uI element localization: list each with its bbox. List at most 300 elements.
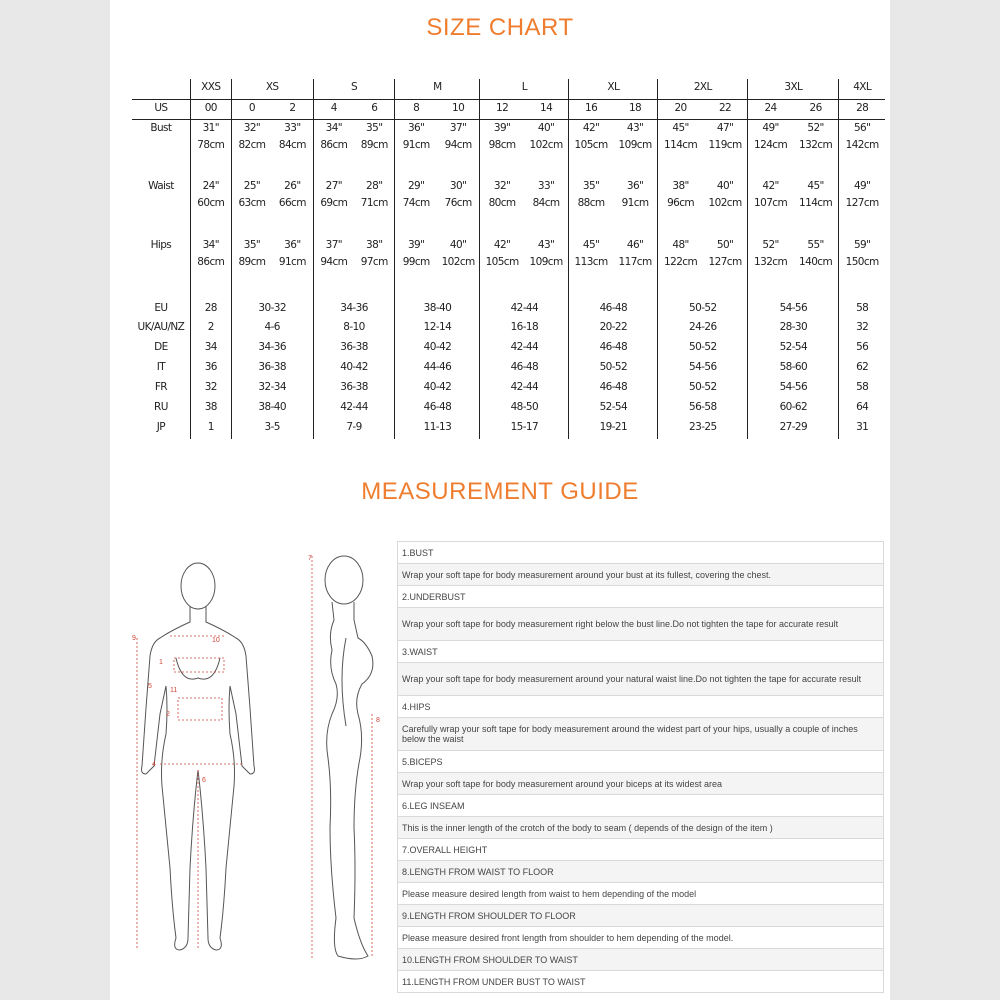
measurement-row-waist bbox=[132, 178, 885, 237]
region-row-uk-au-nz bbox=[132, 319, 885, 339]
region-size-cell: 36-38 bbox=[313, 339, 395, 359]
measurement-cell bbox=[524, 178, 569, 237]
size-name-s: S bbox=[313, 79, 395, 99]
region-size-cell: 60-62 bbox=[748, 399, 839, 419]
guide-heading: 4.HIPS bbox=[398, 696, 884, 718]
region-size-cell: 8-10 bbox=[313, 319, 395, 339]
region-size-cell: 40-42 bbox=[395, 339, 480, 359]
measurement-cell bbox=[613, 119, 658, 178]
cm-value: 117cm bbox=[618, 256, 652, 268]
inch-value: 59" bbox=[853, 239, 871, 251]
inch-value: 32" bbox=[493, 180, 511, 192]
measurement-cell bbox=[839, 119, 885, 178]
inch-value: 39" bbox=[493, 121, 511, 134]
region-size-cell: 50-52 bbox=[658, 339, 748, 359]
marker-2: 2 bbox=[166, 711, 170, 718]
cm-value: 63cm bbox=[238, 197, 266, 209]
cm-value: 84cm bbox=[278, 138, 306, 151]
cm-value: 91cm bbox=[402, 138, 430, 151]
cm-value: 124cm bbox=[754, 138, 788, 151]
cm-value: 80cm bbox=[488, 197, 516, 209]
measurement-cell bbox=[480, 237, 524, 296]
size-chart-title: SIZE CHART bbox=[426, 14, 574, 41]
cm-value: 140cm bbox=[799, 256, 833, 268]
inch-value: 36" bbox=[284, 239, 301, 251]
inch-value: 52" bbox=[762, 239, 779, 251]
guide-description-row bbox=[398, 883, 884, 905]
measurement-cell bbox=[703, 119, 748, 178]
row-label-region: EU bbox=[154, 302, 168, 314]
cm-value: 71cm bbox=[360, 197, 388, 209]
measurement-cell bbox=[658, 119, 703, 178]
guide-description-row bbox=[398, 663, 884, 696]
measurement-row-bust bbox=[132, 119, 885, 178]
guide-heading: 8.LENGTH FROM WAIST TO FLOOR bbox=[398, 861, 884, 883]
cm-value: 105cm bbox=[574, 138, 608, 151]
row-label-region: FR bbox=[154, 381, 167, 393]
inch-value: 28" bbox=[366, 180, 383, 192]
size-name-xl: XL bbox=[569, 79, 658, 99]
row-label-bust: Bust bbox=[150, 121, 172, 134]
region-size-cell: 46-48 bbox=[480, 359, 569, 379]
size-name-xxs: XXS bbox=[190, 79, 231, 99]
measurement-cell bbox=[658, 178, 703, 237]
us-size-cell: 12 bbox=[480, 99, 524, 119]
measurement-cell bbox=[437, 119, 480, 178]
measurement-cell bbox=[313, 237, 354, 296]
measurement-cell bbox=[524, 119, 569, 178]
inch-value: 29" bbox=[407, 180, 425, 192]
measurement-cell bbox=[272, 119, 313, 178]
measurement-cell bbox=[748, 119, 793, 178]
region-size-cell: 38-40 bbox=[395, 296, 480, 319]
inch-value: 35" bbox=[582, 180, 600, 192]
cm-value: 99cm bbox=[402, 256, 430, 268]
inch-value: 34" bbox=[202, 239, 219, 251]
cm-value: 114cm bbox=[799, 197, 833, 209]
guide-description: Wrap your soft tape for body measurement around your biceps at its widest area bbox=[398, 773, 884, 795]
region-size-cell: 58 bbox=[839, 296, 885, 319]
body-measurement-illustration bbox=[132, 538, 394, 988]
measurement-cell bbox=[272, 178, 313, 237]
inch-value: 50" bbox=[716, 239, 734, 251]
measurement-cell bbox=[748, 178, 793, 237]
cm-value: 91cm bbox=[278, 256, 306, 268]
guide-heading-row bbox=[398, 586, 884, 608]
region-size-cell: 30-32 bbox=[231, 296, 313, 319]
region-size-cell: 42-44 bbox=[480, 379, 569, 399]
inch-value: 42" bbox=[493, 239, 511, 251]
measurement-cell bbox=[839, 237, 885, 296]
row-label-region: DE bbox=[154, 341, 168, 353]
region-size-cell: 24-26 bbox=[658, 319, 748, 339]
measurement-cell bbox=[231, 237, 272, 296]
inch-value: 52" bbox=[807, 121, 824, 134]
inch-value: 45" bbox=[807, 180, 824, 192]
cm-value: 89cm bbox=[238, 256, 266, 268]
measurement-cell bbox=[313, 119, 354, 178]
measurement-cell bbox=[480, 119, 524, 178]
inch-value: 33" bbox=[537, 180, 555, 192]
us-size-cell: 00 bbox=[190, 99, 231, 119]
measurement-cell bbox=[613, 237, 658, 296]
inch-value: 37" bbox=[325, 239, 342, 251]
measurement-cell bbox=[313, 178, 354, 237]
guide-description: Wrap your soft tape for body measurement around your bust at its fullest, covering the chest. bbox=[398, 564, 884, 586]
guide-description-row bbox=[398, 817, 884, 839]
measurement-cell bbox=[231, 119, 272, 178]
region-row-de bbox=[132, 339, 885, 359]
region-size-cell: 31 bbox=[839, 419, 885, 439]
us-size-cell: 28 bbox=[839, 99, 885, 119]
guide-description-row bbox=[398, 718, 884, 751]
region-size-cell: 62 bbox=[839, 359, 885, 379]
us-size-cell: 4 bbox=[313, 99, 354, 119]
region-size-cell: 34-36 bbox=[231, 339, 313, 359]
inch-value: 45" bbox=[582, 239, 600, 251]
guide-heading-row bbox=[398, 795, 884, 817]
cm-value: 102cm bbox=[529, 138, 563, 151]
cm-value: 94cm bbox=[444, 138, 472, 151]
guide-heading-row bbox=[398, 971, 884, 993]
us-size-row bbox=[132, 99, 885, 119]
guide-description: This is the inner length of the crotch of the body to seam ( depends of the design of the item ) bbox=[398, 817, 884, 839]
region-size-cell: 28-30 bbox=[748, 319, 839, 339]
region-size-cell: 46-48 bbox=[569, 296, 658, 319]
marker-7: 7 bbox=[308, 555, 312, 562]
region-size-cell: 42-44 bbox=[313, 399, 395, 419]
waist-marker bbox=[178, 698, 222, 720]
inch-value: 36" bbox=[626, 180, 644, 192]
size-name-xs: XS bbox=[231, 79, 313, 99]
cm-value: 89cm bbox=[360, 138, 388, 151]
cm-value: 86cm bbox=[320, 138, 348, 151]
cm-value: 84cm bbox=[532, 197, 560, 209]
measurement-cell bbox=[190, 178, 231, 237]
measurement-cell bbox=[190, 237, 231, 296]
row-label-region: RU bbox=[154, 401, 168, 413]
guide-description: Please measure desired front length from shoulder to hem depending of the model. bbox=[398, 927, 884, 949]
region-size-cell: 48-50 bbox=[480, 399, 569, 419]
region-size-cell: 36-38 bbox=[231, 359, 313, 379]
region-row-eu bbox=[132, 296, 885, 319]
marker-9: 9 bbox=[132, 635, 136, 642]
cm-value: 127cm bbox=[708, 256, 742, 268]
region-size-cell: 38 bbox=[190, 399, 231, 419]
size-name-3xl: 3XL bbox=[748, 79, 839, 99]
row-label-region: UK/AU/NZ bbox=[137, 321, 185, 333]
inch-value: 34" bbox=[325, 121, 342, 134]
measurement-guide-table bbox=[397, 541, 884, 993]
measurement-cell bbox=[613, 178, 658, 237]
region-size-cell: 50-52 bbox=[569, 359, 658, 379]
region-size-cell: 50-52 bbox=[658, 379, 748, 399]
measurement-cell bbox=[569, 119, 613, 178]
row-label-waist: Waist bbox=[148, 180, 174, 192]
guide-heading: 11.LENGTH FROM UNDER BUST TO WAIST bbox=[398, 971, 884, 993]
inch-value: 46" bbox=[626, 239, 644, 251]
measurement-guide-title: MEASUREMENT GUIDE bbox=[361, 478, 639, 505]
cm-value: 88cm bbox=[577, 197, 605, 209]
region-size-cell: 32 bbox=[839, 319, 885, 339]
measurement-cell bbox=[524, 237, 569, 296]
marker-10: 10 bbox=[212, 637, 220, 644]
guide-heading: 6.LEG INSEAM bbox=[398, 795, 884, 817]
region-size-cell: 64 bbox=[839, 399, 885, 419]
region-size-cell: 46-48 bbox=[569, 339, 658, 359]
guide-heading-row bbox=[398, 751, 884, 773]
inch-value: 32" bbox=[243, 121, 261, 134]
us-size-cell: 0 bbox=[231, 99, 272, 119]
region-size-cell: 23-25 bbox=[658, 419, 748, 439]
guide-description-row bbox=[398, 773, 884, 795]
inch-value: 25" bbox=[243, 180, 261, 192]
cm-value: 78cm bbox=[197, 138, 225, 151]
measurement-row-hips bbox=[132, 237, 885, 296]
region-size-cell: 1 bbox=[190, 419, 231, 439]
inch-value: 38" bbox=[366, 239, 383, 251]
region-size-cell: 44-46 bbox=[395, 359, 480, 379]
guide-description-row bbox=[398, 608, 884, 641]
cm-value: 94cm bbox=[320, 256, 348, 268]
guide-heading: 3.WAIST bbox=[398, 641, 884, 663]
region-size-cell: 56-58 bbox=[658, 399, 748, 419]
marker-5: 5 bbox=[148, 683, 152, 690]
region-size-cell: 36 bbox=[190, 359, 231, 379]
region-size-cell: 34-36 bbox=[313, 296, 395, 319]
inch-value: 35" bbox=[366, 121, 383, 134]
measurement-cell bbox=[703, 237, 748, 296]
cm-value: 102cm bbox=[441, 256, 475, 268]
inch-value: 27" bbox=[325, 180, 342, 192]
cm-value: 142cm bbox=[845, 138, 879, 151]
inch-value: 37" bbox=[449, 121, 467, 134]
region-size-cell: 11-13 bbox=[395, 419, 480, 439]
us-size-cell: 26 bbox=[793, 99, 839, 119]
region-size-cell: 36-38 bbox=[313, 379, 395, 399]
row-label-region: IT bbox=[156, 361, 166, 373]
inch-value: 45" bbox=[672, 121, 689, 134]
measurement-cell bbox=[569, 178, 613, 237]
guide-description-row bbox=[398, 927, 884, 949]
measurement-cell bbox=[569, 237, 613, 296]
size-name-2xl: 2XL bbox=[658, 79, 748, 99]
cm-value: 74cm bbox=[402, 197, 430, 209]
inch-value: 33" bbox=[284, 121, 301, 134]
region-size-cell: 58-60 bbox=[748, 359, 839, 379]
guide-description: Wrap your soft tape for body measurement right below the bust line.Do not tighten the tape for accurate result bbox=[398, 608, 884, 641]
region-size-cell: 20-22 bbox=[569, 319, 658, 339]
guide-description-row bbox=[398, 564, 884, 586]
region-size-cell: 32 bbox=[190, 379, 231, 399]
cm-value: 105cm bbox=[485, 256, 519, 268]
region-size-cell: 42-44 bbox=[480, 296, 569, 319]
region-size-cell: 52-54 bbox=[569, 399, 658, 419]
region-size-cell: 2 bbox=[190, 319, 231, 339]
size-chart-table bbox=[132, 79, 885, 439]
us-size-cell: 2 bbox=[272, 99, 313, 119]
measurement-cell bbox=[793, 178, 839, 237]
us-size-cell: 14 bbox=[524, 99, 569, 119]
measurement-cell bbox=[354, 119, 395, 178]
region-size-cell: 54-56 bbox=[748, 296, 839, 319]
region-size-cell: 19-21 bbox=[569, 419, 658, 439]
cm-value: 113cm bbox=[574, 256, 608, 268]
guide-heading: 1.BUST bbox=[398, 542, 884, 564]
measurement-cell bbox=[793, 119, 839, 178]
cm-value: 109cm bbox=[529, 256, 563, 268]
inch-value: 48" bbox=[672, 239, 689, 251]
cm-value: 96cm bbox=[667, 197, 695, 209]
inch-value: 36" bbox=[407, 121, 425, 134]
inch-value: 40" bbox=[716, 180, 734, 192]
region-size-cell: 32-34 bbox=[231, 379, 313, 399]
measurement-cell bbox=[272, 237, 313, 296]
inch-value: 49" bbox=[762, 121, 779, 134]
cm-value: 127cm bbox=[845, 197, 879, 209]
cm-value: 97cm bbox=[360, 256, 388, 268]
cm-value: 132cm bbox=[754, 256, 788, 268]
region-size-cell: 40-42 bbox=[313, 359, 395, 379]
region-size-cell: 7-9 bbox=[313, 419, 395, 439]
inch-value: 30" bbox=[449, 180, 467, 192]
cm-value: 114cm bbox=[664, 138, 698, 151]
region-size-cell: 52-54 bbox=[748, 339, 839, 359]
us-size-cell: 22 bbox=[703, 99, 748, 119]
cm-value: 119cm bbox=[708, 138, 742, 151]
region-size-cell: 16-18 bbox=[480, 319, 569, 339]
inch-value: 43" bbox=[626, 121, 644, 134]
bust-marker bbox=[174, 658, 224, 672]
cm-value: 91cm bbox=[621, 197, 649, 209]
marker-1: 1 bbox=[159, 659, 163, 666]
marker-4: 4 bbox=[152, 761, 156, 768]
us-size-cell: 6 bbox=[354, 99, 395, 119]
measurement-cell bbox=[354, 237, 395, 296]
cm-value: 82cm bbox=[238, 138, 266, 151]
region-size-cell: 12-14 bbox=[395, 319, 480, 339]
guide-description: Carefully wrap your soft tape for body measurement around the widest part of your hips, usually a couple of inches below the waist bbox=[398, 718, 884, 751]
inch-value: 38" bbox=[672, 180, 689, 192]
cm-value: 86cm bbox=[197, 256, 225, 268]
guide-heading-row bbox=[398, 696, 884, 718]
region-size-cell: 4-6 bbox=[231, 319, 313, 339]
cm-value: 66cm bbox=[278, 197, 306, 209]
measurement-cell bbox=[748, 237, 793, 296]
inch-value: 49" bbox=[853, 180, 871, 192]
inch-value: 47" bbox=[716, 121, 734, 134]
region-row-ru bbox=[132, 399, 885, 419]
measurement-cell bbox=[231, 178, 272, 237]
inch-value: 39" bbox=[407, 239, 425, 251]
inch-value: 40" bbox=[537, 121, 555, 134]
us-size-cell: 10 bbox=[437, 99, 480, 119]
measurement-cell bbox=[793, 237, 839, 296]
region-size-cell: 3-5 bbox=[231, 419, 313, 439]
inch-value: 43" bbox=[537, 239, 555, 251]
measurement-cell bbox=[437, 237, 480, 296]
cm-value: 60cm bbox=[197, 197, 225, 209]
marker-6: 6 bbox=[202, 777, 206, 784]
measurement-cell bbox=[839, 178, 885, 237]
size-name-m: M bbox=[395, 79, 480, 99]
guide-heading-row bbox=[398, 861, 884, 883]
guide-heading: 9.LENGTH FROM SHOULDER TO FLOOR bbox=[398, 905, 884, 927]
cm-value: 122cm bbox=[664, 256, 698, 268]
measurement-cell bbox=[395, 237, 437, 296]
measurement-cell bbox=[190, 119, 231, 178]
guide-heading-row bbox=[398, 839, 884, 861]
measurement-cell bbox=[658, 237, 703, 296]
guide-heading-row bbox=[398, 641, 884, 663]
cm-value: 69cm bbox=[320, 197, 348, 209]
inch-value: 26" bbox=[284, 180, 301, 192]
region-size-cell: 50-52 bbox=[658, 296, 748, 319]
region-size-cell: 46-48 bbox=[395, 399, 480, 419]
region-size-cell: 40-42 bbox=[395, 379, 480, 399]
side-body-figure bbox=[325, 556, 373, 959]
us-size-cell: 18 bbox=[613, 99, 658, 119]
guide-heading: 10.LENGTH FROM SHOULDER TO WAIST bbox=[398, 949, 884, 971]
us-size-cell: 24 bbox=[748, 99, 793, 119]
inch-value: 24" bbox=[202, 180, 219, 192]
measurement-cell bbox=[395, 119, 437, 178]
inch-value: 40" bbox=[449, 239, 467, 251]
marker-11: 11 bbox=[170, 687, 178, 694]
region-size-cell: 46-48 bbox=[569, 379, 658, 399]
inch-value: 56" bbox=[853, 121, 871, 134]
guide-description: Please measure desired length from waist to hem depending of the model bbox=[398, 883, 884, 905]
us-size-cell: 16 bbox=[569, 99, 613, 119]
us-size-cell: 20 bbox=[658, 99, 703, 119]
region-row-jp bbox=[132, 419, 885, 439]
row-label-us: US bbox=[132, 99, 190, 119]
inch-value: 42" bbox=[762, 180, 779, 192]
region-size-cell: 38-40 bbox=[231, 399, 313, 419]
region-size-cell: 27-29 bbox=[748, 419, 839, 439]
inch-value: 55" bbox=[807, 239, 824, 251]
inch-value: 42" bbox=[582, 121, 600, 134]
guide-heading: 7.OVERALL HEIGHT bbox=[398, 839, 884, 861]
region-row-fr bbox=[132, 379, 885, 399]
region-size-cell: 28 bbox=[190, 296, 231, 319]
region-size-cell: 56 bbox=[839, 339, 885, 359]
cm-value: 76cm bbox=[444, 197, 472, 209]
region-size-cell: 34 bbox=[190, 339, 231, 359]
region-size-cell: 42-44 bbox=[480, 339, 569, 359]
region-size-cell: 54-56 bbox=[658, 359, 748, 379]
us-size-cell: 8 bbox=[395, 99, 437, 119]
measurement-cell bbox=[480, 178, 524, 237]
cm-value: 107cm bbox=[754, 197, 788, 209]
guide-heading: 2.UNDERBUST bbox=[398, 586, 884, 608]
measurement-cell bbox=[703, 178, 748, 237]
guide-heading-row bbox=[398, 905, 884, 927]
cm-value: 102cm bbox=[708, 197, 742, 209]
guide-heading-row bbox=[398, 542, 884, 564]
region-size-cell: 15-17 bbox=[480, 419, 569, 439]
size-header-row bbox=[132, 79, 885, 99]
region-size-cell: 54-56 bbox=[748, 379, 839, 399]
inch-value: 31" bbox=[202, 121, 219, 134]
corner-cell bbox=[132, 79, 190, 99]
size-name-4xl: 4XL bbox=[839, 79, 885, 99]
cm-value: 109cm bbox=[618, 138, 652, 151]
row-label-hips: Hips bbox=[150, 239, 172, 251]
region-row-it bbox=[132, 359, 885, 379]
cm-value: 98cm bbox=[488, 138, 516, 151]
size-name-l: L bbox=[480, 79, 569, 99]
